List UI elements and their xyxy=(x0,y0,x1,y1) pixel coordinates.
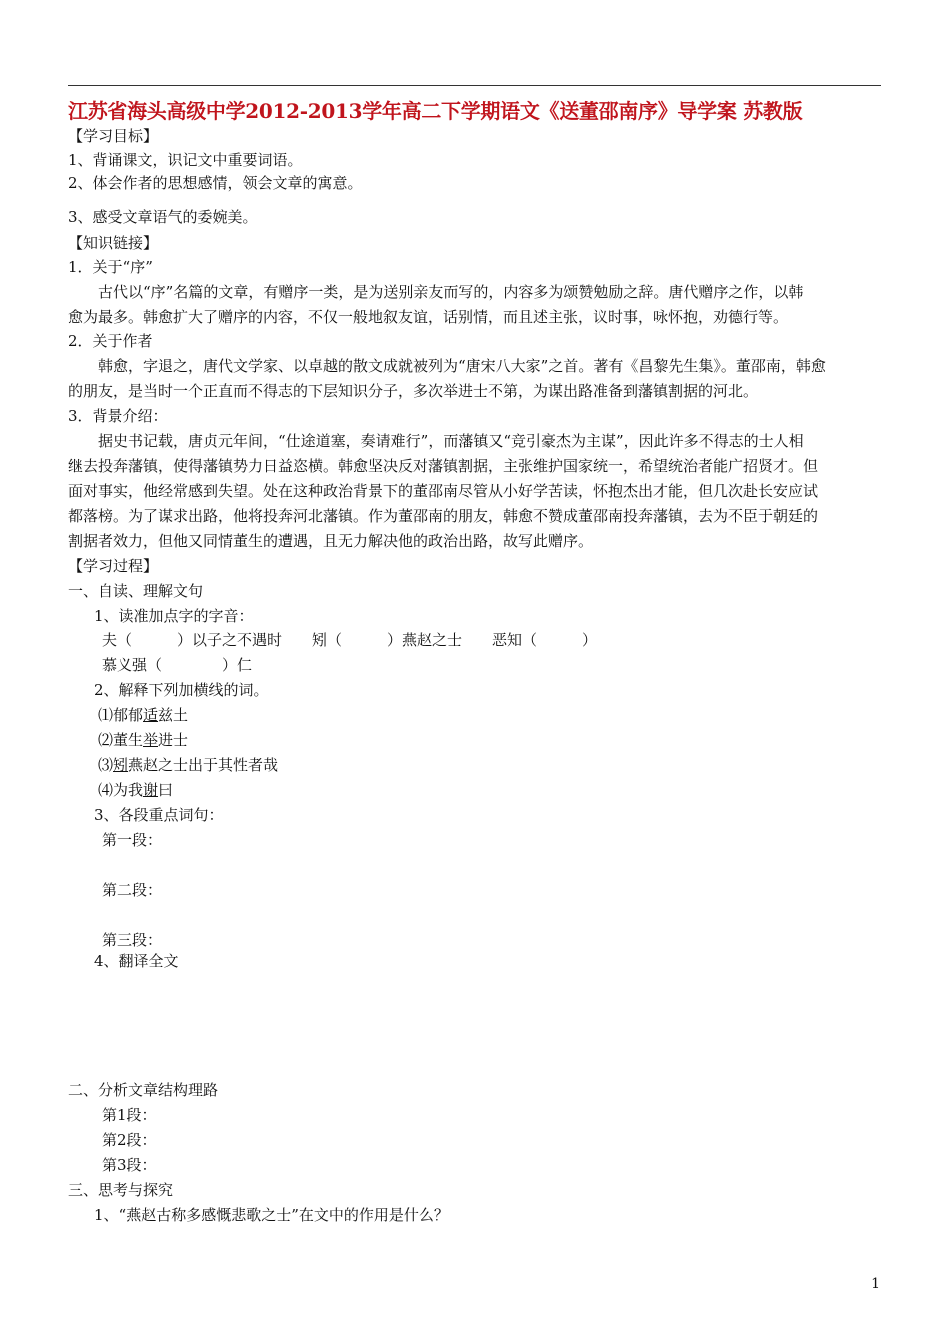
page-number: 1 xyxy=(871,1276,880,1292)
knowledge-3-text-4: 都落榜。为了谋求出路，他将投奔河北藩镇。作为董邵南的朋友，韩愈不赞成董邵南投奔藩镇，去为不臣于朝廷的 xyxy=(68,507,819,525)
word-item-3: ⑶矧燕赵之士出于其性者哉 xyxy=(98,756,279,774)
process-2-heading: 二、分析文章结构理路 xyxy=(68,1081,219,1099)
knowledge-3-text-5: 割据者效力，但他又同情董生的遭遇，且无力解决他的政治出路，故写此赠序。 xyxy=(68,532,594,550)
process-1-question-1: 1、读准加点字的字音： xyxy=(94,607,254,625)
structure-segment-3: 第3段： xyxy=(102,1156,157,1174)
knowledge-3-heading: 3．背景介绍： xyxy=(68,407,168,425)
goal-3: 3、感受文章语气的委婉美。 xyxy=(68,208,258,226)
section-learning-goals: 【学习目标】 xyxy=(68,127,159,145)
document-title: 江苏省海头高级中学2012-2013学年高二下学期语文《送董邵南序》导学案 苏教版 xyxy=(68,99,803,123)
segment-1-label: 第一段： xyxy=(102,831,163,849)
knowledge-2-text-1: 韩愈，字退之，唐代文学家、以卓越的散文成就被列为“唐宋八大家”之首。著有《昌黎先生集》。董邵南，韩愈 xyxy=(98,357,826,375)
process-1-question-3: 3、各段重点词句： xyxy=(94,806,224,824)
underlined-word: 矧 xyxy=(113,756,129,774)
segment-2-label: 第二段： xyxy=(102,881,163,899)
knowledge-3-text-1: 据史书记载，唐贞元年间，“仕途道塞，奏请难行”，而藩镇又“竞引豪杰为主谋”，因此许多不得志的士人相 xyxy=(98,432,804,450)
word-item-2: ⑵董生举进士 xyxy=(98,731,189,749)
process-1-question-2: 2、解释下列加横线的词。 xyxy=(94,681,269,699)
word-item-4: ⑷为我谢曰 xyxy=(98,781,174,799)
underlined-word: 举 xyxy=(143,731,159,749)
header-rule xyxy=(68,85,881,86)
goal-2: 2、体会作者的思想感情，领会文章的寓意。 xyxy=(68,174,363,192)
goal-1: 1、背诵课文，识记文中重要词语。 xyxy=(68,151,303,169)
underlined-word: 适 xyxy=(143,706,159,724)
knowledge-1-text-2: 愈为最多。韩愈扩大了赠序的内容，不仅一般地叙友谊，话别情，而且述主张，议时事，咏怀抱，劝德行等。 xyxy=(68,308,789,326)
process-3-heading: 三、思考与探究 xyxy=(68,1181,174,1199)
structure-segment-2: 第2段： xyxy=(102,1131,157,1149)
knowledge-1-text-1: 古代以“序”名篇的文章，有赠序一类，是为送别亲友而写的，内容多为颂赞勉励之辞。唐代赠序之作，以韩 xyxy=(98,283,804,301)
pronunciation-row-2: 慕义强（ ）仁 xyxy=(102,656,253,674)
segment-3-label: 第三段： xyxy=(102,931,163,949)
knowledge-1-heading: 1．关于“序” xyxy=(68,258,153,276)
pronunciation-row-1: 夫（ ）以子之不遇时 矧（ ）燕赵之士 恶知（ ） xyxy=(102,631,598,649)
knowledge-3-text-2: 继去投奔藩镇，使得藩镇势力日益恣横。韩愈坚决反对藩镇割据，主张维护国家统一，希望统治者能广招贤才。但 xyxy=(68,457,819,475)
knowledge-3-text-3: 面对事实，他经常感到失望。处在这种政治背景下的董邵南尽管从小好学苦读，怀抱杰出才能，但几次赴长安应试 xyxy=(68,482,819,500)
process-3-question-1: 1、“燕赵古称多感慨悲歌之士”在文中的作用是什么？ xyxy=(94,1206,449,1224)
structure-segment-1: 第1段： xyxy=(102,1106,157,1124)
knowledge-2-heading: 2．关于作者 xyxy=(68,332,153,350)
underlined-word: 谢 xyxy=(143,781,159,799)
section-learning-process: 【学习过程】 xyxy=(68,557,159,575)
process-1-question-4: 4、翻译全文 xyxy=(94,952,179,970)
knowledge-2-text-2: 的朋友，是当时一个正直而不得志的下层知识分子，多次举进士不第，为谋出路准备到藩镇割据的河北。 xyxy=(68,382,759,400)
word-item-1: ⑴郁郁适兹土 xyxy=(98,706,189,724)
section-knowledge-link: 【知识链接】 xyxy=(68,234,159,252)
process-1-heading: 一、自读、理解文句 xyxy=(68,582,204,600)
